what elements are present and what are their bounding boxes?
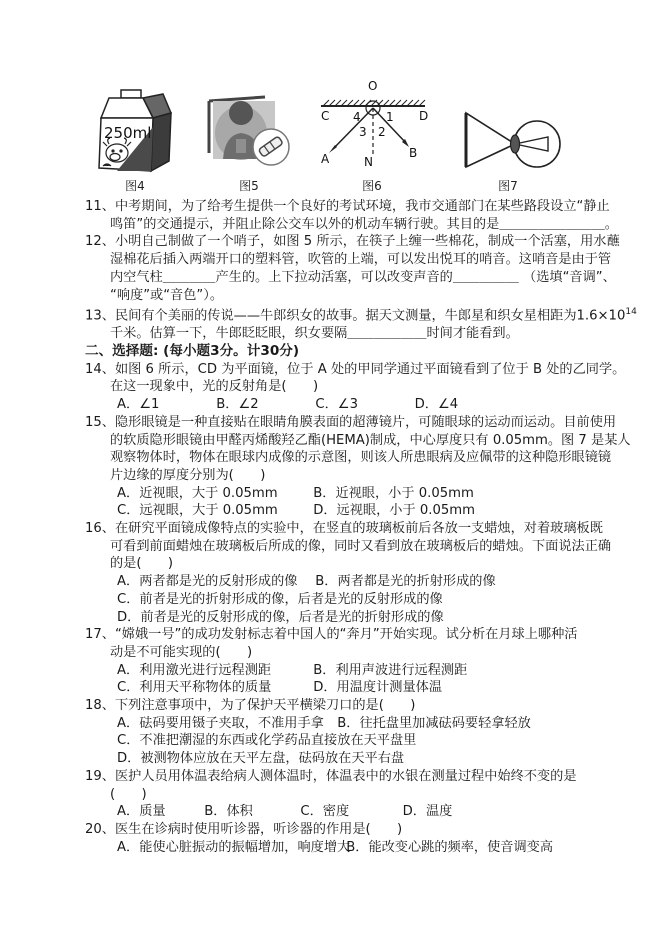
question-16-line-3: 的是( ) [110,556,174,572]
figure-4-milk-carton [91,87,179,194]
question-20-options-ab [85,839,590,857]
figure-7-eye-diagram [451,109,565,194]
question-20-line-1: 20、医生在诊病时使用听诊器，听诊器的作用是( ) [85,822,403,837]
question-11-line-2: 鸣笛”的交通提示，并阻止除公交车以外的机动车辆行驶。其目的是＿＿＿＿＿＿＿＿。 [110,216,618,232]
question-18-option-d: D．被测物体应放在天平左盘，砝码放在天平右盘 [117,751,405,767]
label-angle-4: 4 [353,110,361,124]
option-a: A．能使心脏振动的振幅增加，响度增大 [117,839,351,855]
option-a: A．两者都是光的反射形成的像 [117,574,298,590]
question-19-line-2: ( ) [110,786,147,802]
figure-4-caption: 图4 [125,179,145,193]
option-b: B．∠2 [216,397,259,413]
option-d: D．∠4 [414,397,459,413]
question-14-line-1: 14、如图 6 所示，CD 为平面镜，位于 A 处的甲同学通过平面镜看到了位于 B 处的乙同学。 [85,361,626,377]
question-16-option-d: D．前者是光的反射形成的像，后者是光的折射形成的像 [117,609,444,625]
option-a: A．近视眼，大于 0.05mm [117,485,278,501]
figures-row [91,79,590,194]
question-15-line-1: 15、隐形眼镜是一种直接贴在眼睛角膜表面的超薄镜片，可随眼球的运动而运动。目前使用 [85,414,617,430]
option-a: A．砝码要用镊子夹取，不准用手拿 [117,715,324,731]
option-d: D．远视眼，小于 0.05mm [313,503,475,519]
figure-6-caption: 图6 [362,179,382,193]
question-13-line-2: 千米。估算一下，牛郎眨眨眼，织女要隔＿＿＿＿＿＿时间才能看到。 [110,326,519,342]
eye-diagram [451,109,565,175]
question-14-options [85,396,590,414]
exponent-14: 14 [625,307,637,318]
question-17-line-2: 动是不可能实现的( ) [110,644,253,660]
label-c: C [321,109,330,123]
option-b: B．近视眼，小于 0.05mm [313,485,474,501]
figure-7-caption: 图7 [498,179,518,193]
exam-content [85,79,637,856]
question-15-line-4: 片边缘的厚度分别为( ) [110,467,266,483]
question-13-line-1 [85,304,637,325]
figure-5-caption: 图5 [239,179,259,193]
section-2-header: 二、选择题: (每小题3分。计30分) [85,343,300,360]
option-a: A．利用激光进行远程测距 [117,662,272,678]
option-b: B．利用声波进行远程测距 [313,662,468,678]
label-d: D [419,109,429,123]
option-b: B．往托盘里加减砝码要轻拿轻放 [337,715,531,731]
option-c: C．远视眼，大于 0.05mm [117,503,278,519]
question-18-option-c: C．不准把潮湿的东西或化学药品直接放在天平盘里 [117,733,417,749]
option-a: A．质量 [117,804,166,820]
question-15-line-3: 观察物体时，物体在眼球内成像的示意图，则该人所患眼病及应佩带的这种隐形眼镜镜 [110,450,612,466]
question-15-line-2: 的软质隐形眼镜由甲醛丙烯酸羟乙酯(HEMA)制成，中心厚度只有 0.05mm。图 7 是某人 [110,432,631,448]
option-b: B．体积 [204,804,253,820]
question-16-options-ab [85,573,590,591]
question-17-options-cd [85,679,590,697]
option-d: D．温度 [402,804,453,820]
label-o: O [368,79,378,93]
option-d: D．用温度计测量体温 [313,680,443,696]
question-17-line-1: 17、“嫦娥一号”的成功发射标志着中国人的“奔月”开始实现。试分析在月球上哪种活 [85,627,578,643]
carton-volume-label: 250ml [104,124,152,142]
label-angle-2: 2 [378,125,386,139]
label-b: B [409,146,418,160]
figure-5-photo [203,89,295,194]
question-12-line-3: 内空气柱＿＿＿＿产生的。上下拉动活塞，可以改变声音的＿＿＿＿＿ （选填“音调”、 [110,269,616,285]
option-c: C．利用天平称物体的质量 [117,680,272,696]
milk-carton-figure [91,87,179,175]
question-12-line-1: 12、小明自己制做了一个哨子，如图 5 所示，在筷子上缠一些棉花，制成一个活塞，用水蘸 [85,234,620,250]
option-b: B．能改变心跳的频率，使音调变高 [346,839,554,855]
question-19-line-1: 19、医护人员用体温表给病人测体温时，体温表中的水银在测量过程中始终不变的是 [85,768,577,784]
label-angle-3: 3 [359,125,367,139]
label-a: A [321,152,330,166]
option-a: A．∠1 [117,397,160,413]
question-16-line-2: 可看到前面蜡烛在玻璃板后所成的像，同时又看到放在玻璃板后的蜡烛。下面说法正确 [110,538,612,554]
question-16-option-c: C．前者是光的折射形成的像，后者是光的反射形成的像 [117,591,443,607]
label-n: N [364,155,373,169]
question-19-options [85,803,590,821]
question-15-options-ab [85,485,590,503]
question-16-line-1: 16、在研究平面镜成像特点的实验中，在竖直的玻璃板前后各放一支蜡烛，对着玻璃板既 [85,521,603,537]
question-11-line-1: 11、中考期间，为了给考生提供一个良好的考试环境，我市交通部门在某些路段设立“静止 [85,199,610,214]
question-12-line-4: “响度”或“音色”）。 [110,287,224,303]
plane-mirror-diagram [309,75,435,175]
question-14-line-2: 在这一现象中，光的反射角是( ) [110,379,319,395]
label-angle-1: 1 [386,110,394,124]
question-15-options-cd [85,502,590,520]
option-c: C．密度 [300,804,350,820]
question-12-line-2: 湿棉花后插入两端开口的塑料管，吹管的上端，可以发出悦耳的哨音。这哨音是由于管 [110,252,612,268]
question-18-options-ab [85,715,590,733]
question-18-line-1: 18、下列注意事项中，为了保护天平横梁刀口的是( ) [85,698,416,714]
question-17-options-ab [85,662,590,680]
question-13-text: 13、民间有个美丽的传说——牛郎织女的故事。据天文测量，牛郎星和织女星相距为1.6×10 [85,308,626,324]
boy-whistle-photo [203,89,295,175]
figure-6-mirror-diagram [309,75,435,194]
option-c: C．∠3 [315,397,359,413]
option-b: B．两者都是光的折射形成的像 [315,574,496,590]
